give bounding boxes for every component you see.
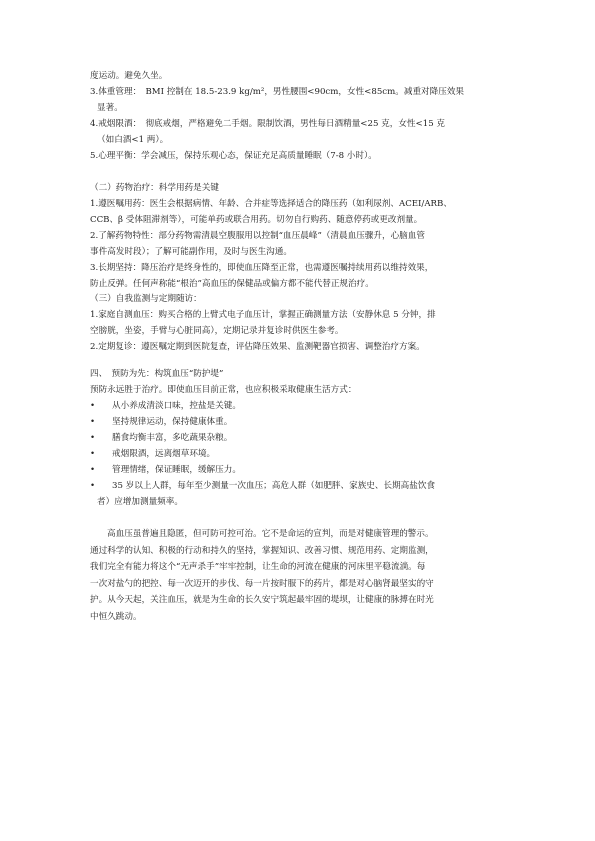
- text-line: 空膀胱，坐姿，手臂与心脏同高），定期记录并复诊时供医生参考。: [90, 326, 344, 336]
- paragraph-line: 中恒久跳动。: [90, 611, 142, 622]
- text-line: CCB、β 受体阻滞剂等），可能单药或联合用药。切勿自行购药、随意停药或更改剂量。: [90, 215, 423, 225]
- bullet-icon: •: [90, 417, 96, 427]
- text-line: 1.家庭自测血压：购买合格的上臂式电子血压计，掌握正确测量方法（安静休息 5 分钟，排: [90, 310, 436, 320]
- text-line: （如白酒<1 两）。: [97, 135, 169, 145]
- list-item-text: 35 岁以上人群，每年至少测量一次血压；高危人群（如肥胖、家族史、长期高盐饮食: [112, 481, 436, 491]
- list-item: [90, 398, 510, 414]
- list-item: [90, 478, 510, 494]
- list-item-continuation: 者）应增加测量频率。: [97, 497, 183, 507]
- intro-line: 预防永远胜于治疗。即使血压目前正常，也应积极采取健康生活方式：: [90, 385, 357, 395]
- prevention-section: [90, 366, 510, 510]
- drug-therapy-section: [90, 180, 510, 292]
- list-item: [90, 430, 510, 446]
- paragraph-line: 我们完全有能力将这个“无声杀手”牢牢控制，让生命的河流在健康的河床里平稳流淌。每: [90, 562, 426, 573]
- text-line: 1.遵医嘱用药：医生会根据病情、年龄、合并症等选择适合的降压药（如利尿剂、ACEI/ARB、: [90, 199, 452, 209]
- list-item-text: 戒烟限酒，远离烟草环境。: [112, 449, 216, 459]
- text-line: 3.体重管理： BMI 控制在 18.5-23.9 kg/m²，男性腰围<90cm，女性<85cm。减重对降压效果: [90, 87, 465, 97]
- list-item: [90, 446, 510, 462]
- paragraph-line: 护。从今天起，关注血压，就是为生命的长久安宁筑起最牢固的堤坝，让健康的脉搏在时光: [90, 595, 434, 606]
- section-heading: （三）自我监测与定期随访：: [90, 294, 202, 304]
- section-heading: （二）药物治疗：科学用药是关键: [90, 183, 219, 193]
- text-line: 2.了解药物特性：部分药物需清晨空腹服用以控制“血压晨峰”（清晨血压骤升，心脑血管: [90, 231, 425, 241]
- list-item: [90, 414, 510, 430]
- bullet-icon: •: [90, 465, 96, 475]
- bullet-icon: •: [90, 481, 96, 491]
- self-monitoring-section: [90, 291, 510, 355]
- list-item-text: 从小养成清淡口味，控盐是关键。: [112, 401, 241, 411]
- closing-paragraph: [90, 526, 510, 626]
- paragraph-line: 一次对盐勺的把控、每一次迈开的步伐、每一片按时服下的药片，都是对心脑肾最坚实的守: [90, 578, 434, 589]
- text-line: 4.戒烟限酒： 彻底戒烟，严格避免二手烟。限制饮酒，男性每日酒精量<25 克，女性<15 克: [90, 119, 446, 129]
- text-line: 3.长期坚持：降压治疗是终身性的，即使血压降至正常，也需遵医嘱持续用药以维持效果，: [90, 263, 434, 273]
- list-item-text: 坚持规律运动，保持健康体重。: [112, 417, 233, 427]
- text-line: 事件高发时段）；了解可能副作用，及时与医生沟通。: [90, 247, 292, 257]
- paragraph-line: 高血压虽普遍且隐匿，但可防可控可治。它不是命运的宣判，而是对健康管理的警示。: [107, 529, 434, 539]
- lifestyle-continuation: [90, 68, 510, 164]
- section-heading: 四、 预防为先：构筑血压“防护堤”: [90, 369, 224, 379]
- text-line: 显著。: [97, 103, 123, 113]
- bullet-icon: •: [90, 449, 96, 459]
- bullet-icon: •: [90, 433, 96, 443]
- list-item: [90, 462, 510, 478]
- text-line: 度运动。避免久坐。: [90, 71, 168, 81]
- list-item-text: 管理情绪，保证睡眠，缓解压力。: [112, 465, 241, 475]
- bullet-icon: •: [90, 401, 96, 411]
- text-line: 5.心理平衡：学会减压，保持乐观心态，保证充足高质量睡眠（7-8 小时）。: [90, 151, 377, 161]
- paragraph-line: 通过科学的认知、积极的行动和持久的坚持，掌握知识、改善习惯、规范用药、定期监测，: [90, 545, 434, 556]
- text-line: 防止反弹。任何声称能“根治”高血压的保健品或偏方都不能代替正规治疗。: [90, 279, 374, 289]
- text-line: 2.定期复诊：遵医嘱定期到医院复查，评估降压效果、监测靶器官损害、调整治疗方案。: [90, 342, 425, 352]
- list-item-text: 膳食均衡丰富，多吃蔬果杂粮。: [112, 433, 233, 443]
